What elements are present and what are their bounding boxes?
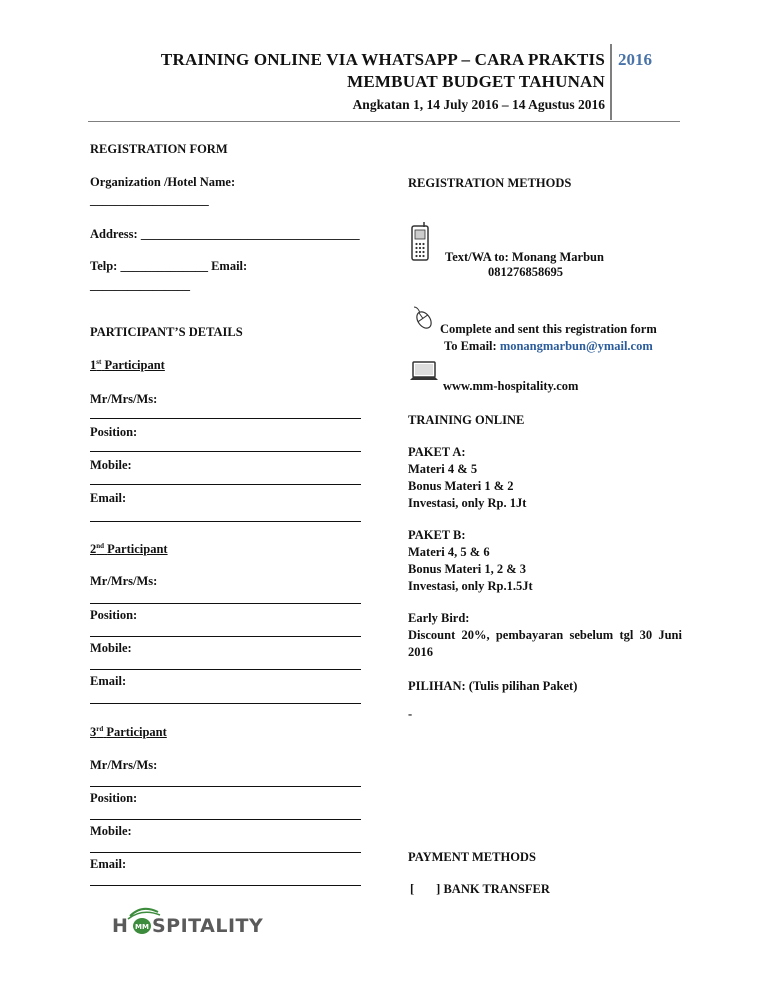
paket-a-line3: Investasi, only Rp. 1Jt bbox=[408, 496, 527, 510]
early-bird-title: Early Bird: bbox=[408, 611, 470, 625]
participant-2-email-field[interactable] bbox=[90, 703, 361, 704]
wa-contact: Text/WA to: Monang Marbun bbox=[445, 250, 604, 264]
participant-3-name-label: Mr/Mrs/Ms: bbox=[90, 758, 158, 772]
mouse-icon bbox=[410, 305, 434, 334]
header-rule bbox=[88, 121, 680, 122]
logo-inner-text: MM bbox=[135, 923, 149, 931]
email-field[interactable]: ________________ bbox=[90, 278, 190, 292]
pilihan-input[interactable]: - bbox=[408, 707, 413, 721]
org-field[interactable]: ___________________ bbox=[90, 193, 209, 207]
participant-3-position-field[interactable] bbox=[90, 819, 361, 820]
paket-b-line1: Materi 4, 5 & 6 bbox=[408, 545, 490, 559]
participant-2-name-label: Mr/Mrs/Ms: bbox=[90, 574, 158, 588]
header-year: 2016 bbox=[618, 50, 652, 69]
telp-email-field[interactable]: Telp: ______________ Email: bbox=[90, 259, 248, 273]
paket-a-line1: Materi 4 & 5 bbox=[408, 462, 478, 476]
paket-b-line3: Investasi, only Rp.1.5Jt bbox=[408, 579, 533, 593]
early-bird-line2: 2016 bbox=[408, 645, 433, 659]
participant-1-email-label: Email: bbox=[90, 491, 127, 505]
address-field[interactable]: Address: ___________________________________ bbox=[90, 227, 360, 241]
form-email-line: To Email: monangmarbun@ymail.com bbox=[444, 339, 653, 353]
participant-2-mobile-field[interactable] bbox=[90, 669, 361, 670]
payment-title: PAYMENT METHODS bbox=[408, 850, 536, 864]
logo-text-rest: SPITALITY bbox=[152, 915, 264, 937]
methods-title: REGISTRATION METHODS bbox=[408, 176, 572, 190]
contact-email-link[interactable]: monangmarbun@ymail.com bbox=[499, 339, 653, 353]
participant-3-email-label: Email: bbox=[90, 857, 127, 871]
participant-1-mobile-label: Mobile: bbox=[90, 458, 132, 472]
paket-a-line2: Bonus Materi 1 & 2 bbox=[408, 479, 514, 493]
header-title-line1: TRAINING ONLINE VIA WHATSAPP – CARA PRAKTIS bbox=[160, 50, 605, 69]
participant-1-position-label: Position: bbox=[90, 425, 138, 439]
participant-1-position-field[interactable] bbox=[90, 451, 361, 452]
participant-1-name-label: Mr/Mrs/Ms: bbox=[90, 392, 158, 406]
early-bird-line1: Discount 20%, pembayaran sebelum tgl 30 Juni bbox=[408, 628, 682, 642]
participants-title: PARTICIPANT’S DETAILS bbox=[90, 325, 243, 339]
participant-3-position-label: Position: bbox=[90, 791, 138, 805]
participant-2-mobile-label: Mobile: bbox=[90, 641, 132, 655]
mobile-phone-icon bbox=[410, 222, 430, 267]
paket-a-title: PAKET A: bbox=[408, 445, 466, 459]
participant-3-mobile-label: Mobile: bbox=[90, 824, 132, 838]
laptop-icon bbox=[410, 360, 438, 389]
header-subtitle: Angkatan 1, 14 July 2016 – 14 Agustus 2016 bbox=[352, 97, 605, 112]
training-title: TRAINING ONLINE bbox=[408, 413, 525, 427]
participant-2-name-field[interactable] bbox=[90, 603, 361, 604]
website-link[interactable]: www.mm-hospitality.com bbox=[443, 379, 579, 393]
participant-2-email-label: Email: bbox=[90, 674, 127, 688]
participant-2-position-label: Position: bbox=[90, 608, 138, 622]
participant-3-email-field[interactable] bbox=[90, 885, 361, 886]
paket-b-title: PAKET B: bbox=[408, 528, 466, 542]
wa-number[interactable]: 081276858695 bbox=[488, 265, 563, 279]
paket-b-line2: Bonus Materi 1, 2 & 3 bbox=[408, 562, 527, 576]
participant-1-mobile-field[interactable] bbox=[90, 484, 361, 485]
participant-1-heading: 1st Participant bbox=[90, 358, 165, 373]
participant-1-email-field[interactable] bbox=[90, 521, 361, 522]
participant-3-heading: 3rd Participant bbox=[90, 725, 167, 740]
logo-text-h: H bbox=[112, 915, 129, 937]
participant-3-mobile-field[interactable] bbox=[90, 852, 361, 853]
bank-transfer-checkbox[interactable]: [ ] BANK TRANSFER bbox=[410, 882, 550, 896]
participant-1-name-field[interactable] bbox=[90, 418, 361, 419]
form-instruction: Complete and sent this registration form bbox=[440, 322, 657, 336]
pilihan-label: PILIHAN: (Tulis pilihan Paket) bbox=[408, 679, 578, 693]
participant-2-heading: 2nd Participant bbox=[90, 542, 168, 557]
header-title-line2: MEMBUAT BUDGET TAHUNAN bbox=[347, 72, 605, 91]
header-divider bbox=[610, 44, 612, 120]
participant-2-position-field[interactable] bbox=[90, 636, 361, 637]
hospitality-logo bbox=[108, 902, 264, 942]
participant-3-name-field[interactable] bbox=[90, 786, 361, 787]
org-label: Organization /Hotel Name: bbox=[90, 175, 236, 189]
form-title: REGISTRATION FORM bbox=[90, 142, 228, 156]
